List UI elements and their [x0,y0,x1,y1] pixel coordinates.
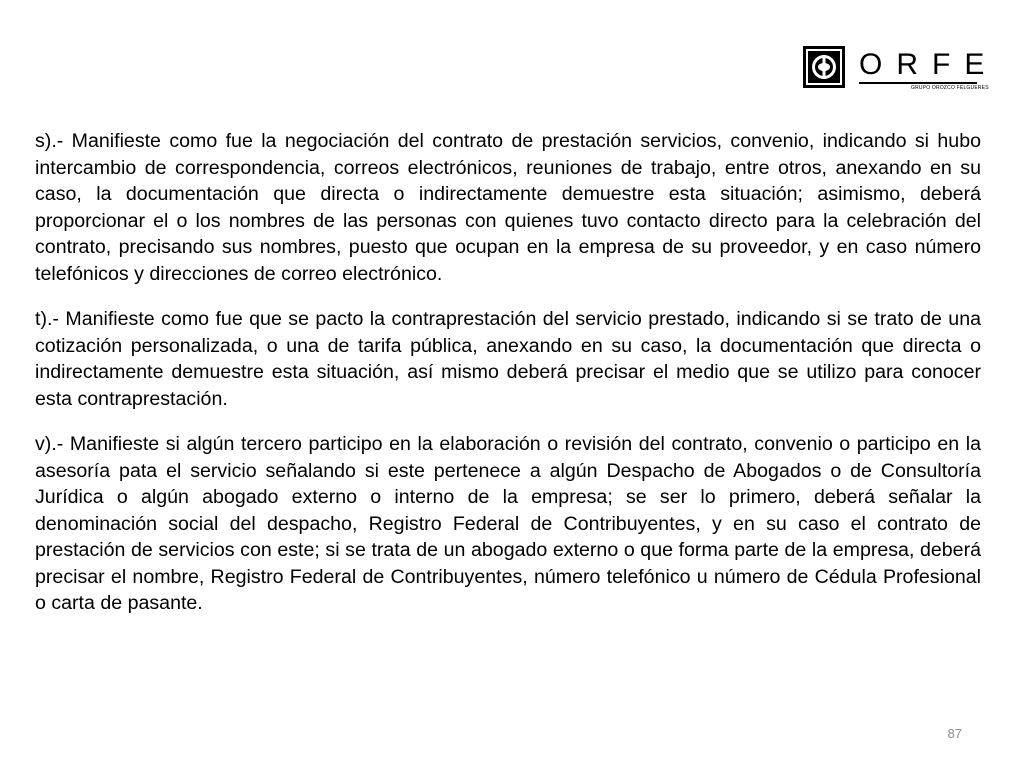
orfe-logo [803,46,999,94]
paragraph-t: t).- Manifieste como fue que se pacto la contraprestación del servicio prestado, indicando si se trato de una cotización personalizada, o una de tarifa pública, anexando en su caso, la documentación que directa o indirectamente demuestre esta situación, así mismo deberá precisar el medio que se utilizo para conocer esta contraprestación. [35,308,981,410]
orfe-emblem-icon [803,46,845,88]
logo-wordmark: ORFE [859,48,999,81]
page-number: 87 [947,726,962,741]
paragraph-v: v).- Manifieste si algún tercero participo en la elaboración o revisión del contrato, convenio o participo en la asesoría pata el servicio señalando si este pertenece a algún Despacho de Abogados o de Consultoría Jurídica o algún abogado externo o interno de la empresa; se ser lo primero, deberá señalar la denominación social del despacho, Registro Federal de Contribuyentes, y en su caso el contrato de prestación de servicios con este; si se trata de un abogado externo o que forma parte de la empresa, deberá precisar el nombre, Registro Federal de Contribuyentes, número telefónico u número de Cédula Profesional o carta de pasante. [35,433,981,614]
paragraph-s: s).- Manifieste como fue la negociación del contrato de prestación servicios, convenio, indicando si hubo intercambio de correspondencia, correos electrónicos, reuniones de trabajo, entre otros, anexando en su caso, la documentación que directa o indirectamente demuestre esta situación; asimismo, deberá proporcionar el o los nombres de las personas con quienes tuvo contacto directo para la celebración del contrato, precisando sus nombres, puesto que ocupan en la empresa de su proveedor, y en caso número telefónicos y direcciones de correo electrónico. [35,130,981,285]
document-body [35,128,981,636]
logo-underline [859,82,977,84]
logo-tagline: GRUPO OROZCO FELGUERES [911,85,989,91]
